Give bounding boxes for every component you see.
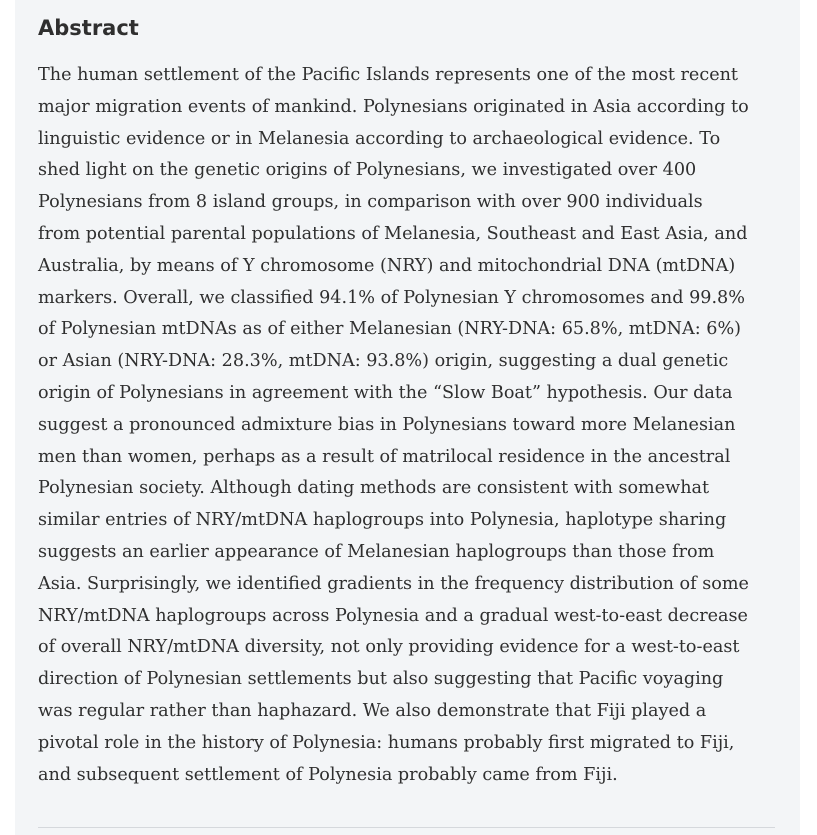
abstract-line: linguistic evidence or in Melanesia according to archaeological evidence. To (38, 128, 721, 149)
abstract-line: Polynesian society. Although dating methods are consistent with somewhat (38, 478, 710, 499)
abstract-line: shed light on the genetic origins of Polynesians, we investigated over 400 (38, 160, 697, 181)
abstract-section (15, 0, 800, 835)
abstract-line: origin of Polynesians in agreement with the “Slow Boat” hypothesis. Our data (38, 382, 733, 403)
abstract-line: The human settlement of the Pacific Islands represents one of the most recent (38, 65, 739, 85)
abstract-line: suggests an earlier appearance of Melanesian haplogroups than those from (38, 541, 715, 562)
abstract-line: or Asian (NRY-DNA: 28.3%, mtDNA: 93.8%) origin, suggesting a dual genetic (38, 351, 729, 372)
abstract-line: of overall NRY/mtDNA diversity, not only providing evidence for a west-to-east (38, 637, 740, 658)
abstract-line: NRY/mtDNA haplogroups across Polynesia and a gradual west-to-east decrease (38, 605, 748, 626)
abstract-line: suggest a pronounced admixture bias in Polynesians toward more Melanesian (38, 414, 736, 435)
abstract-line: and subsequent settlement of Polynesia probably came from Fiji. (38, 764, 618, 785)
abstract-line: Polynesians from 8 island groups, in comparison with over 900 individuals (38, 192, 703, 213)
abstract-line: major migration events of mankind. Polynesians originated in Asia according to (38, 96, 749, 117)
abstract-line: markers. Overall, we classified 94.1% of Polynesian Y chromosomes and 99.8% (38, 287, 745, 308)
abstract-line: pivotal role in the history of Polynesia: humans probably first migrated to Fiji, (38, 732, 735, 753)
section-divider (38, 827, 775, 828)
abstract-line: Australia, by means of Y chromosome (NRY) and mitochondrial DNA (mtDNA) (38, 255, 736, 276)
abstract-line: similar entries of NRY/mtDNA haplogroups into Polynesia, haplotype sharing (38, 510, 727, 531)
abstract-heading: Abstract (38, 16, 139, 40)
abstract-line: was regular rather than haphazard. We also demonstrate that Fiji played a (38, 700, 707, 721)
abstract-line: from potential parental populations of Melanesia, Southeast and East Asia, and (38, 223, 748, 244)
abstract-body (38, 60, 783, 791)
abstract-line: Asia. Surprisingly, we identified gradients in the frequency distribution of some (38, 573, 749, 594)
abstract-line: direction of Polynesian settlements but also suggesting that Pacific voyaging (38, 669, 724, 690)
abstract-line: of Polynesian mtDNAs as of either Melanesian (NRY-DNA: 65.8%, mtDNA: 6%) (38, 319, 742, 340)
abstract-line: men than women, perhaps as a result of matrilocal residence in the ancestral (38, 446, 731, 467)
